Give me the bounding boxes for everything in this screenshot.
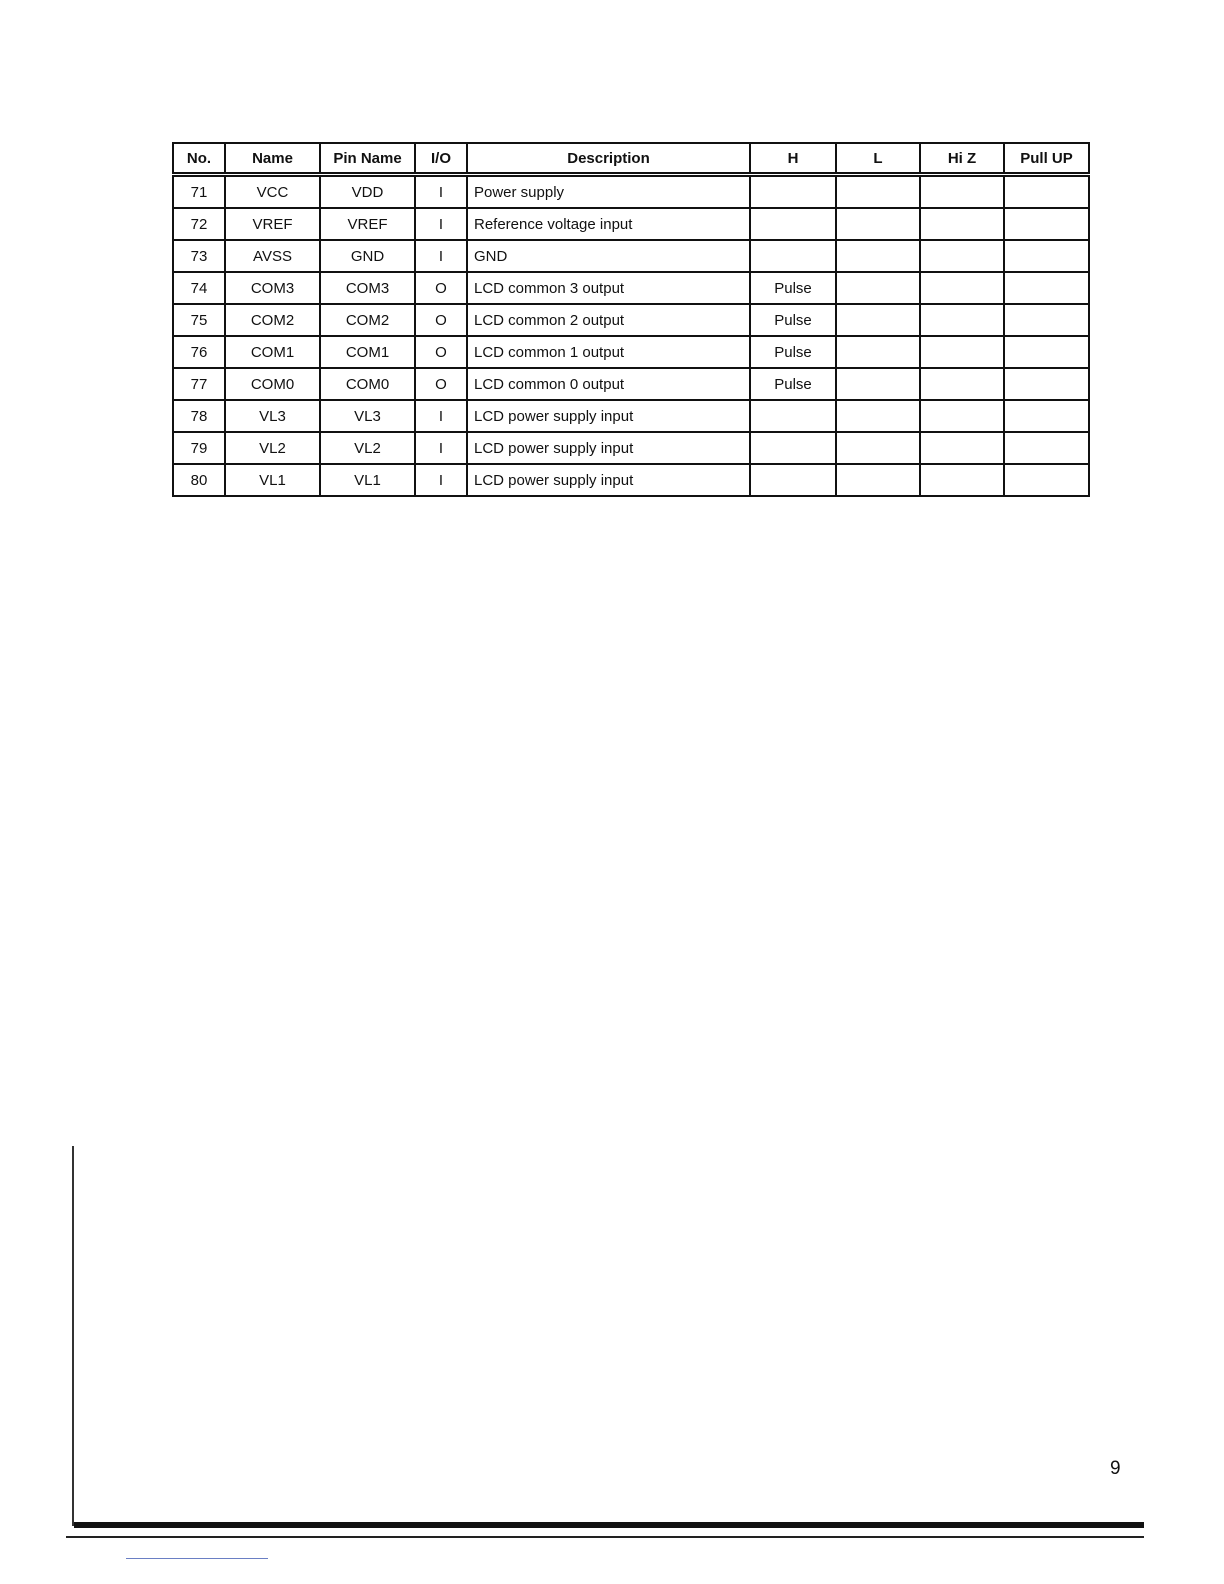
table-row	[173, 336, 1089, 368]
pin-description-table	[172, 142, 1090, 497]
header-io: I/O	[415, 143, 467, 175]
cell-name: VL3	[225, 400, 320, 432]
cell-description: LCD common 3 output	[467, 272, 750, 304]
left-margin-rule	[72, 1146, 74, 1526]
header-hi-z: Hi Z	[920, 143, 1004, 175]
cell-l	[836, 272, 920, 304]
cell-hi-z	[920, 304, 1004, 336]
cell-pull-up	[1004, 272, 1089, 304]
cell-no: 75	[173, 304, 225, 336]
cell-h: Pulse	[750, 272, 836, 304]
cell-h: Pulse	[750, 336, 836, 368]
table-row	[173, 432, 1089, 464]
cell-description: LCD common 2 output	[467, 304, 750, 336]
cell-pull-up	[1004, 432, 1089, 464]
cell-no: 72	[173, 208, 225, 240]
cell-l	[836, 368, 920, 400]
cell-h	[750, 432, 836, 464]
cell-h	[750, 175, 836, 209]
table-row	[173, 304, 1089, 336]
cell-no: 77	[173, 368, 225, 400]
table-row	[173, 272, 1089, 304]
page-number: 9	[1110, 1458, 1121, 1479]
cell-l	[836, 175, 920, 209]
cell-pin-name: COM0	[320, 368, 415, 400]
table-row	[173, 400, 1089, 432]
cell-name: COM1	[225, 336, 320, 368]
cell-pull-up	[1004, 336, 1089, 368]
cell-description: Power supply	[467, 175, 750, 209]
header-name: Name	[225, 143, 320, 175]
cell-name: VREF	[225, 208, 320, 240]
cell-name: AVSS	[225, 240, 320, 272]
cell-no: 73	[173, 240, 225, 272]
cell-hi-z	[920, 175, 1004, 209]
cell-l	[836, 400, 920, 432]
cell-hi-z	[920, 400, 1004, 432]
table-row	[173, 208, 1089, 240]
header-pull-up: Pull UP	[1004, 143, 1089, 175]
cell-pin-name: GND	[320, 240, 415, 272]
table-row	[173, 240, 1089, 272]
cell-pin-name: COM2	[320, 304, 415, 336]
cell-l	[836, 464, 920, 496]
cell-name: COM2	[225, 304, 320, 336]
cell-no: 74	[173, 272, 225, 304]
cell-hi-z	[920, 336, 1004, 368]
cell-io: I	[415, 175, 467, 209]
cell-pull-up	[1004, 400, 1089, 432]
cell-h: Pulse	[750, 304, 836, 336]
cell-no: 71	[173, 175, 225, 209]
cell-l	[836, 208, 920, 240]
cell-description: LCD power supply input	[467, 400, 750, 432]
cell-pull-up	[1004, 304, 1089, 336]
cell-pull-up	[1004, 368, 1089, 400]
cell-hi-z	[920, 464, 1004, 496]
cell-pin-name: VL1	[320, 464, 415, 496]
cell-description: LCD power supply input	[467, 464, 750, 496]
cell-description: GND	[467, 240, 750, 272]
cell-l	[836, 336, 920, 368]
cell-h	[750, 400, 836, 432]
footer-rule-thick	[74, 1522, 1144, 1528]
cell-hi-z	[920, 208, 1004, 240]
cell-pin-name: COM1	[320, 336, 415, 368]
cell-pull-up	[1004, 175, 1089, 209]
cell-hi-z	[920, 368, 1004, 400]
cell-l	[836, 304, 920, 336]
table-row	[173, 464, 1089, 496]
cell-no: 76	[173, 336, 225, 368]
cell-description: Reference voltage input	[467, 208, 750, 240]
cell-io: O	[415, 304, 467, 336]
cell-io: O	[415, 272, 467, 304]
cell-l	[836, 432, 920, 464]
cell-h: Pulse	[750, 368, 836, 400]
cell-description: LCD power supply input	[467, 432, 750, 464]
cell-name: VL1	[225, 464, 320, 496]
cell-name: COM3	[225, 272, 320, 304]
header-description: Description	[467, 143, 750, 175]
cell-io: I	[415, 432, 467, 464]
header-h: H	[750, 143, 836, 175]
cell-pull-up	[1004, 208, 1089, 240]
cell-no: 79	[173, 432, 225, 464]
cell-pin-name: COM3	[320, 272, 415, 304]
cell-name: VCC	[225, 175, 320, 209]
cell-pin-name: VDD	[320, 175, 415, 209]
cell-io: I	[415, 400, 467, 432]
cell-no: 80	[173, 464, 225, 496]
cell-h	[750, 208, 836, 240]
cell-pull-up	[1004, 240, 1089, 272]
cell-pull-up	[1004, 464, 1089, 496]
cell-io: O	[415, 336, 467, 368]
footer-blue-rule	[126, 1558, 268, 1559]
cell-io: O	[415, 368, 467, 400]
footer-rule-thin	[66, 1536, 1144, 1538]
cell-io: I	[415, 464, 467, 496]
table-row	[173, 175, 1089, 209]
cell-description: LCD common 1 output	[467, 336, 750, 368]
header-no: No.	[173, 143, 225, 175]
cell-pin-name: VREF	[320, 208, 415, 240]
cell-l	[836, 240, 920, 272]
cell-io: I	[415, 208, 467, 240]
table-row	[173, 368, 1089, 400]
cell-io: I	[415, 240, 467, 272]
header-l: L	[836, 143, 920, 175]
cell-hi-z	[920, 240, 1004, 272]
cell-name: COM0	[225, 368, 320, 400]
cell-hi-z	[920, 432, 1004, 464]
cell-pin-name: VL2	[320, 432, 415, 464]
cell-pin-name: VL3	[320, 400, 415, 432]
cell-hi-z	[920, 272, 1004, 304]
cell-no: 78	[173, 400, 225, 432]
cell-h	[750, 464, 836, 496]
cell-h	[750, 240, 836, 272]
table-header-row	[173, 143, 1089, 175]
cell-description: LCD common 0 output	[467, 368, 750, 400]
cell-name: VL2	[225, 432, 320, 464]
header-pin-name: Pin Name	[320, 143, 415, 175]
